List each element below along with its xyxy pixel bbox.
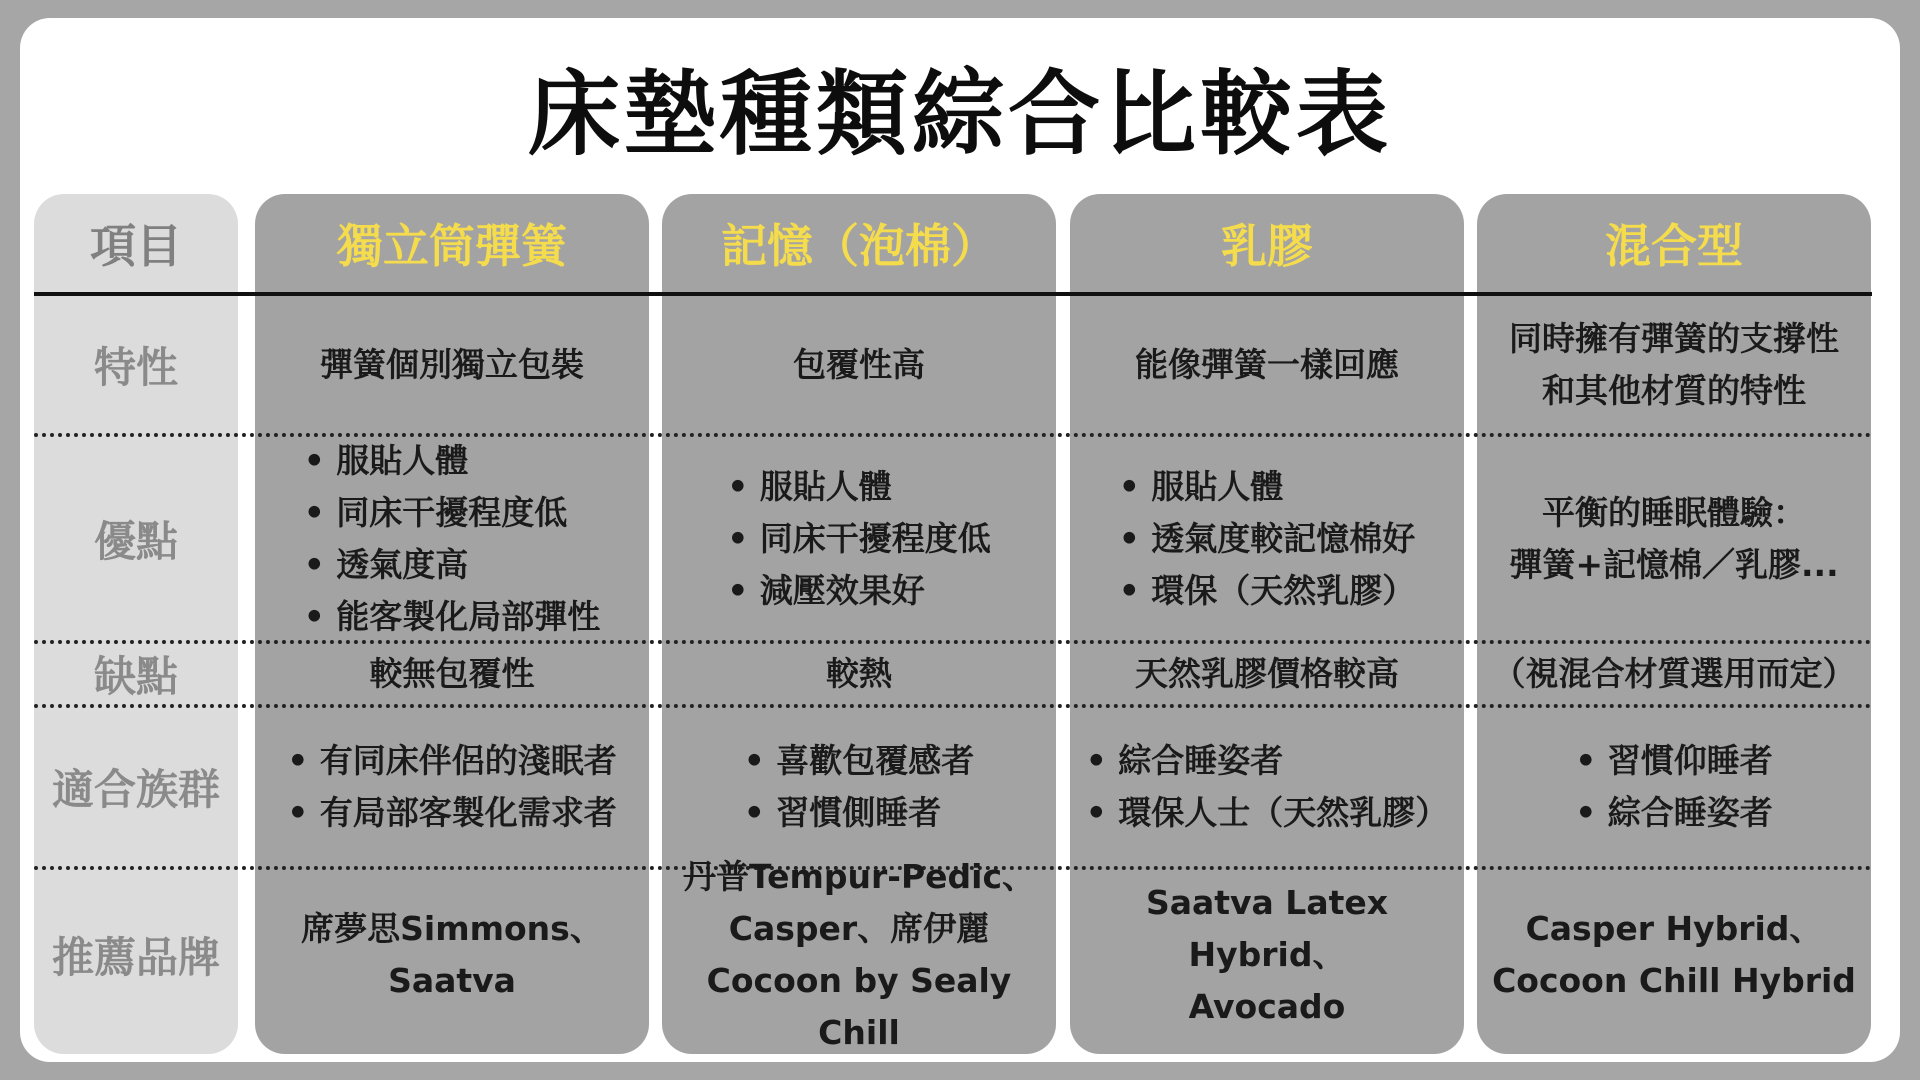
cell-suitable xyxy=(662,708,1056,866)
text-line: 較熱 xyxy=(826,654,892,693)
header-memory-foam: 記憶（泡棉） xyxy=(721,219,997,273)
list-item: • 綜合睡姿者 xyxy=(1575,787,1773,839)
list-item: • 有同床伴侶的淺眠者 xyxy=(287,735,617,787)
text-line: 較無包覆性 xyxy=(369,654,535,693)
cell-brands xyxy=(1477,870,1871,1040)
list-item: • 綜合睡姿者 xyxy=(1086,735,1449,787)
text-line: Cocoon by Sealy Chill xyxy=(706,961,1012,1052)
cell-brands xyxy=(662,857,1056,1052)
cell-cons xyxy=(662,644,1056,704)
row-label-features: 特性 xyxy=(93,342,178,392)
text-line: 包覆性高 xyxy=(793,344,925,384)
list-item: • 減壓效果好 xyxy=(727,565,991,617)
cell-suitable xyxy=(1477,708,1871,866)
list-item: • 服貼人體 xyxy=(1119,461,1416,513)
text-line: Saatva Latex Hybrid、 xyxy=(1145,883,1389,974)
cell-cons xyxy=(255,644,649,704)
cell-features xyxy=(662,296,1056,433)
text-line: 席夢思Simmons、 xyxy=(301,909,603,948)
text-line: 彈簧個別獨立包裝 xyxy=(320,344,584,384)
list-item: • 同床干擾程度低 xyxy=(304,487,601,539)
header-item-label: 項目 xyxy=(90,219,182,273)
cell-pros xyxy=(1070,437,1464,640)
row-label-cons: 缺點 xyxy=(93,652,178,701)
list-item: • 透氣度高 xyxy=(304,539,601,591)
text-line: 平衡的睡眠體驗： xyxy=(1541,492,1806,532)
cell-features xyxy=(1477,296,1871,433)
header-spring: 獨立筒彈簧 xyxy=(337,219,567,273)
cell-brands xyxy=(255,870,649,1040)
list-item: • 環保人士（天然乳膠） xyxy=(1086,787,1449,839)
row-label-brands: 推薦品牌 xyxy=(51,933,220,982)
list-item: • 喜歡包覆感者 xyxy=(744,735,975,787)
list-item: • 服貼人體 xyxy=(727,461,991,513)
text-line: （視混合材質選用而定） xyxy=(1492,654,1856,693)
text-line: Casper Hybrid、 xyxy=(1525,909,1823,948)
cell-cons xyxy=(1070,644,1464,704)
page-title: 床墊種類綜合比較表 xyxy=(527,61,1392,168)
header-latex: 乳膠 xyxy=(1221,219,1313,273)
list-item: • 服貼人體 xyxy=(304,435,601,487)
cell-suitable xyxy=(255,708,649,866)
cell-cons xyxy=(1477,644,1871,704)
list-item: • 同床干擾程度低 xyxy=(727,513,991,565)
list-item: • 透氣度較記憶棉好 xyxy=(1119,513,1416,565)
list-item: • 環保（天然乳膠） xyxy=(1119,565,1416,617)
cell-suitable xyxy=(1070,708,1464,866)
cell-features xyxy=(255,296,649,433)
text-line: 和其他材質的特性 xyxy=(1542,370,1806,410)
text-line: Saatva xyxy=(388,961,516,1000)
list-item: • 習慣仰睡者 xyxy=(1575,735,1773,787)
list-item: • 有局部客製化需求者 xyxy=(287,787,617,839)
text-line: Avocado xyxy=(1188,987,1346,1026)
row-label-suitable: 適合族群 xyxy=(51,765,220,814)
text-line: Casper、席伊麗 xyxy=(728,909,990,948)
cell-pros xyxy=(662,437,1056,640)
cell-pros xyxy=(255,437,649,640)
cell-brands xyxy=(1070,870,1464,1040)
list-item: • 能客製化局部彈性 xyxy=(304,591,601,643)
cell-features xyxy=(1070,296,1464,433)
cell-pros xyxy=(1477,437,1871,640)
row-label-pros: 優點 xyxy=(93,516,178,566)
text-line: Cocoon Chill Hybrid xyxy=(1492,961,1856,1000)
text-line: 彈簧+記憶棉／乳膠... xyxy=(1509,544,1839,584)
text-line: 能像彈簧一樣回應 xyxy=(1135,344,1399,384)
header-hybrid: 混合型 xyxy=(1605,219,1743,273)
text-line: 丹普Tempur-Pedic、 xyxy=(682,857,1036,896)
list-item: • 習慣側睡者 xyxy=(744,787,975,839)
text-line: 天然乳膠價格較高 xyxy=(1135,654,1399,693)
text-line: 同時擁有彈簧的支撐性 xyxy=(1509,318,1839,358)
